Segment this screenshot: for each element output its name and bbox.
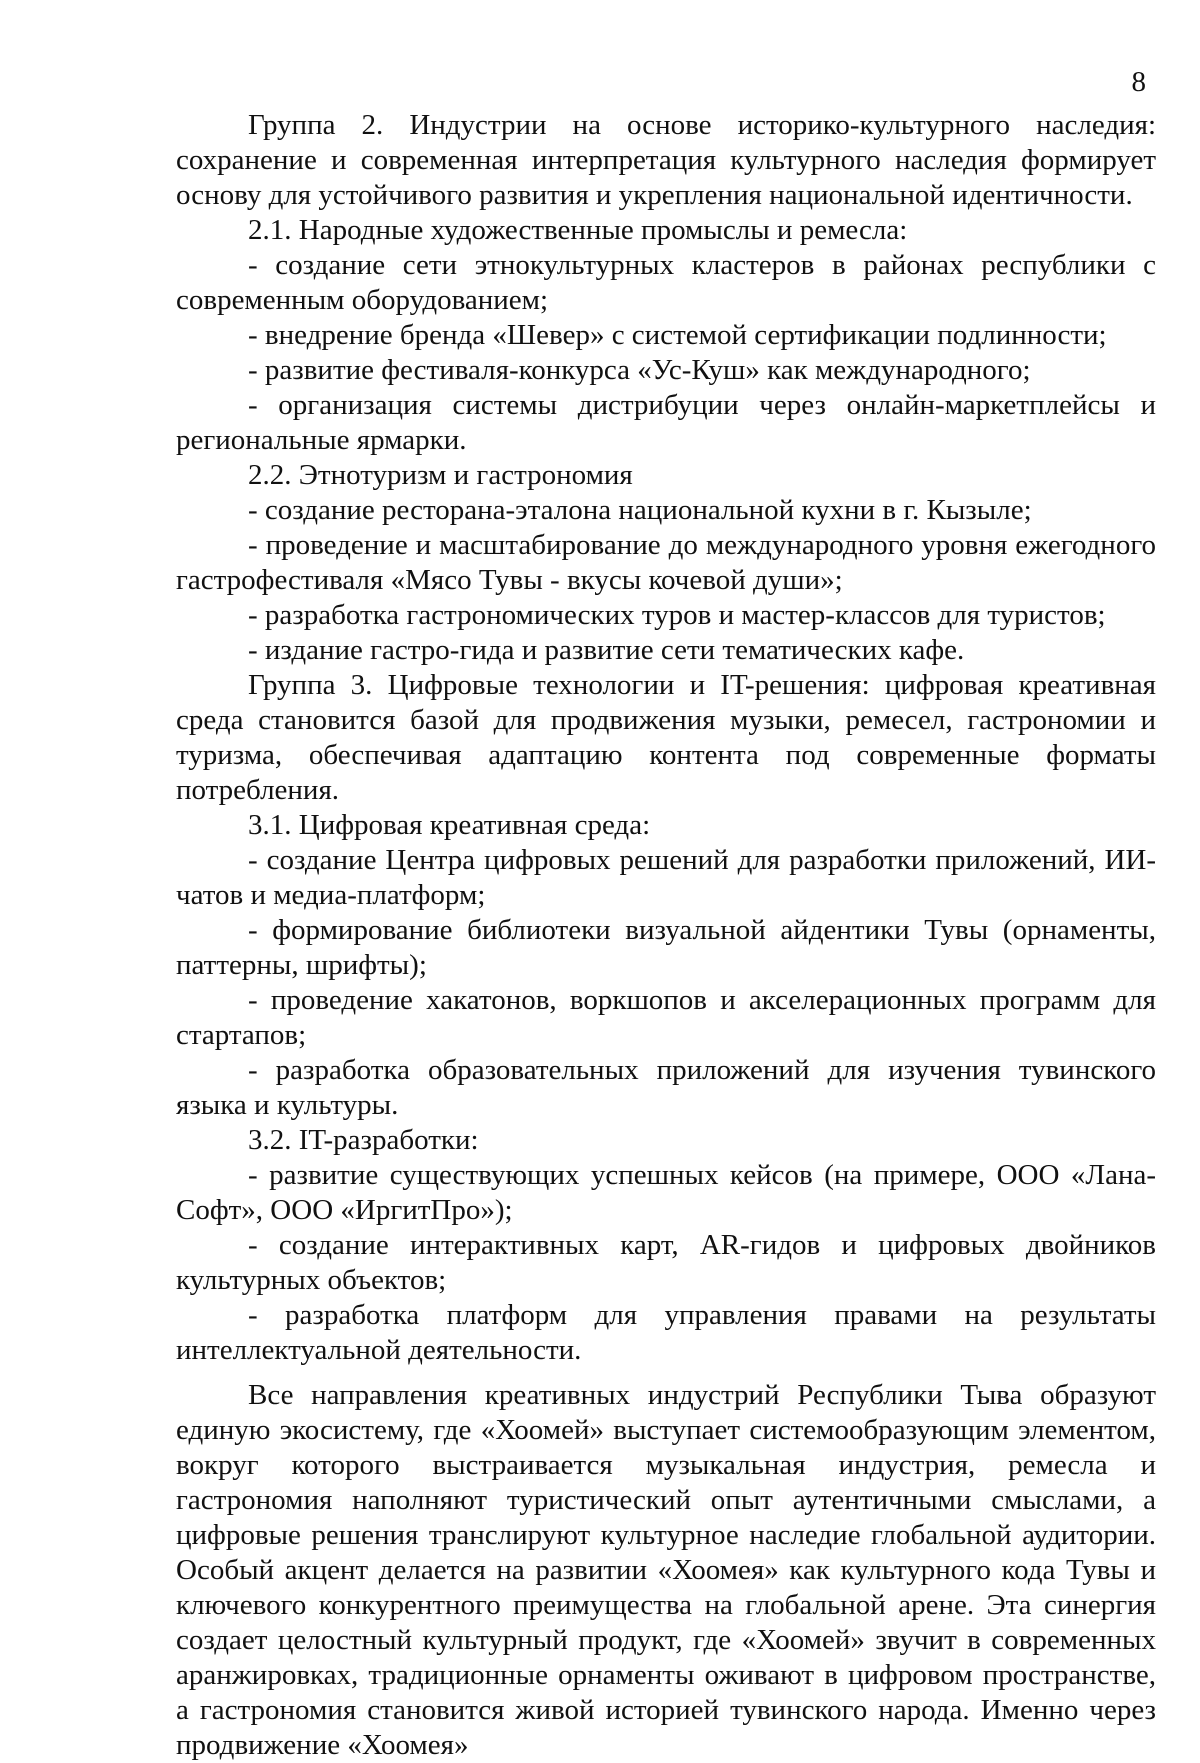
- list-item: - издание гастро-гида и развитие сети тематических кафе.: [248, 634, 965, 666]
- list-item: - внедрение бренда «Шевер» с системой сертификации подлинности;: [248, 319, 1107, 351]
- paragraph-group-3: Группа 3. Цифровые технологии и IT-решения: цифровая креативная среда становится базой для продвижения музыки, ремесел, гастрономии и туризма, обеспечивая адаптацию контента под современные форматы потребления.: [176, 669, 1156, 806]
- list-item: - организация системы дистрибуции через онлайн-маркетплейсы и региональные ярмарки.: [176, 389, 1156, 456]
- list-item: - разработка платформ для управления правами на результаты интеллектуальной деятельности.: [176, 1299, 1156, 1366]
- list-item: - формирование библиотеки визуальной айдентики Тувы (орнаменты, паттерны, шрифты);: [176, 914, 1156, 981]
- paragraph-summary: Все направления креативных индустрий Республики Тыва образуют единую экосистему, где «Хоомей» выступает системообразующим элементом, вокруг которого выстраивается музыкальная индустрия, ремесла и гастрономия наполняют туристический опыт аутентичными смыслами, а цифровые решения транслируют культурное наследие глобальной аудитории. Особый акцент делается на развитии «Хоомея» как культурного кода Тувы и ключевого конкурентного преимущества на глобальной арене. Эта синергия создает целостный культурный продукт, где «Хоомей» звучит в современных аранжировках, традиционные орнаменты оживают в цифровом пространстве, а гастрономия становится живой историей тувинского народа. Именно через продвижение «Хоомея»: [176, 1379, 1156, 1761]
- paragraph-section-2-1: 2.1. Народные художественные промыслы и ремесла:: [248, 214, 908, 246]
- paragraph-group-2: Группа 2. Индустрии на основе историко-культурного наследия: сохранение и современная интерпретация культурного наследия формирует основу для устойчивого развития и укрепления национальной идентичности.: [176, 109, 1156, 211]
- document-body: [176, 108, 1156, 1763]
- list-item: - проведение хакатонов, воркшопов и акселерационных программ для стартапов;: [176, 984, 1156, 1051]
- list-item: - создание Центра цифровых решений для разработки приложений, ИИ-чатов и медиа-платформ;: [176, 844, 1156, 911]
- list-item: - создание сети этнокультурных кластеров в районах республики с современным оборудованием;: [176, 249, 1156, 316]
- list-item: - проведение и масштабирование до международного уровня ежегодного гастрофестиваля «Мясо Тувы - вкусы кочевой души»;: [176, 529, 1156, 596]
- paragraph-section-3-2: 3.2. IT-разработки:: [248, 1124, 479, 1156]
- paragraph-section-3-1: 3.1. Цифровая креативная среда:: [248, 809, 651, 841]
- list-item: - разработка гастрономических туров и мастер-классов для туристов;: [248, 599, 1106, 631]
- paragraph-section-2-2: 2.2. Этнотуризм и гастрономия: [248, 459, 633, 491]
- list-item: - развитие существующих успешных кейсов (на примере, ООО «Лана-Софт», ООО «ИргитПро»);: [176, 1159, 1156, 1226]
- list-item: - развитие фестиваля-конкурса «Ус-Куш» как международного;: [248, 354, 1031, 386]
- list-item: - создание интерактивных карт, AR-гидов и цифровых двойников культурных объектов;: [176, 1229, 1156, 1296]
- list-item: - разработка образовательных приложений для изучения тувинского языка и культуры.: [176, 1054, 1156, 1121]
- list-item: - создание ресторана-эталона национальной кухни в г. Кызыле;: [248, 494, 1032, 526]
- page-number: 8: [1131, 66, 1146, 98]
